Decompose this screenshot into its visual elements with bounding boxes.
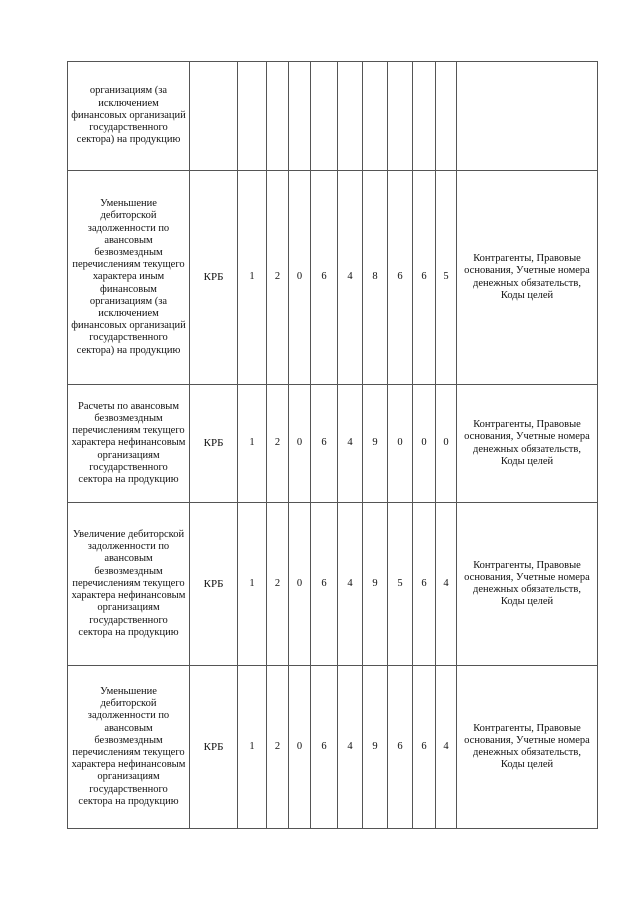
- digit-cell: [338, 62, 363, 171]
- digit-cell: 5: [388, 503, 413, 666]
- digit-cell: 4: [436, 666, 457, 829]
- digit-cell: 2: [267, 503, 289, 666]
- digit-cell: 8: [363, 171, 388, 385]
- budget-code-cell: КРБ: [190, 503, 238, 666]
- budget-code-cell: [190, 62, 238, 171]
- digit-cell: 6: [388, 666, 413, 829]
- digit-cell: 6: [388, 171, 413, 385]
- digit-cell: 2: [267, 666, 289, 829]
- digit-cell: 6: [311, 385, 338, 503]
- digit-cell: 1: [238, 171, 267, 385]
- digit-cell: 4: [338, 385, 363, 503]
- analytics-cell: Контрагенты, Правовые основания, Учетные номера денежных обязательств, Коды целей: [457, 503, 598, 666]
- digit-cell: 4: [338, 171, 363, 385]
- digit-cell: 1: [238, 503, 267, 666]
- analytics-cell: Контрагенты, Правовые основания, Учетные номера денежных обязательств, Коды целей: [457, 385, 598, 503]
- analytics-cell: [457, 62, 598, 171]
- analytics-cell: Контрагенты, Правовые основания, Учетные номера денежных обязательств, Коды целей: [457, 171, 598, 385]
- digit-cell: 6: [311, 666, 338, 829]
- digit-cell: [363, 62, 388, 171]
- account-name-cell: Уменьшение дебиторской задолженности по авансовым безвозмездным перечислениям текущего характера нефинансовым организациям государственного сектора на продукцию: [68, 666, 190, 829]
- digit-cell: 0: [289, 666, 311, 829]
- digit-cell: 6: [311, 503, 338, 666]
- digit-cell: 1: [238, 666, 267, 829]
- accounts-table: [67, 61, 598, 829]
- digit-cell: [289, 62, 311, 171]
- digit-cell: 6: [311, 171, 338, 385]
- digit-cell: 0: [289, 171, 311, 385]
- digit-cell: 0: [289, 503, 311, 666]
- digit-cell: 9: [363, 666, 388, 829]
- digit-cell: [413, 62, 436, 171]
- account-name-cell: Расчеты по авансовым безвозмездным перечислениям текущего характера нефинансовым организациям государственного сектора на продукцию: [68, 385, 190, 503]
- budget-code-cell: КРБ: [190, 171, 238, 385]
- digit-cell: 9: [363, 385, 388, 503]
- digit-cell: 0: [436, 385, 457, 503]
- account-name-cell: Уменьшение дебиторской задолженности по авансовым безвозмездным перечислениям текущего характера иным финансовым организациям (за исключением финансовых организаций государственного сектора) на продукцию: [68, 171, 190, 385]
- digit-cell: 0: [289, 385, 311, 503]
- table-row: [68, 385, 598, 503]
- digit-cell: 4: [338, 503, 363, 666]
- digit-cell: 2: [267, 171, 289, 385]
- budget-code-cell: КРБ: [190, 385, 238, 503]
- digit-cell: 4: [338, 666, 363, 829]
- table-row: [68, 503, 598, 666]
- digit-cell: 0: [388, 385, 413, 503]
- budget-code-cell: КРБ: [190, 666, 238, 829]
- digit-cell: [388, 62, 413, 171]
- table-row: [68, 666, 598, 829]
- digit-cell: [238, 62, 267, 171]
- digit-cell: 0: [413, 385, 436, 503]
- digit-cell: 9: [363, 503, 388, 666]
- account-name-cell: Увеличение дебиторской задолженности по авансовым безвозмездным перечислениям текущего характера нефинансовым организациям государственного сектора на продукцию: [68, 503, 190, 666]
- digit-cell: 5: [436, 171, 457, 385]
- digit-cell: 1: [238, 385, 267, 503]
- digit-cell: 6: [413, 666, 436, 829]
- digit-cell: 4: [436, 503, 457, 666]
- table-row: [68, 171, 598, 385]
- analytics-cell: Контрагенты, Правовые основания, Учетные номера денежных обязательств, Коды целей: [457, 666, 598, 829]
- digit-cell: [267, 62, 289, 171]
- digit-cell: 6: [413, 171, 436, 385]
- table-row: [68, 62, 598, 171]
- digit-cell: 6: [413, 503, 436, 666]
- account-name-cell: организациям (за исключением финансовых организаций государственного сектора) на продукцию: [68, 62, 190, 171]
- digit-cell: [436, 62, 457, 171]
- digit-cell: 2: [267, 385, 289, 503]
- digit-cell: [311, 62, 338, 171]
